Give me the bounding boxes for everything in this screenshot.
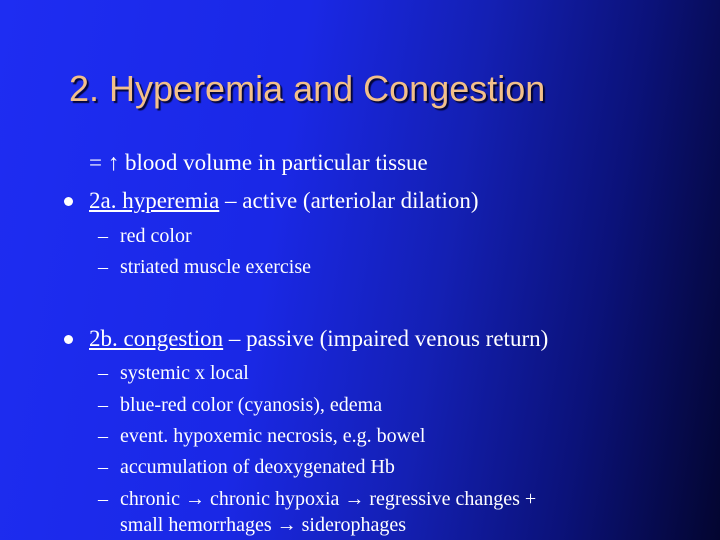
bullet-marker [64,197,73,206]
hyperemia-desc: – active (arteriolar dilation) [219,188,479,213]
congestion-term: 2b. congestion [89,326,224,351]
subitem-muscle-exercise: striated muscle exercise [120,256,312,278]
slide-title: 2. Hyperemia and Congestion [69,68,546,109]
subitem-deoxygenated-hb: accumulation of deoxygenated Hb [120,456,395,478]
dash-marker: – [98,362,108,384]
dash-marker: – [98,456,108,478]
dash-marker: – [98,225,108,247]
congestion-desc: – passive (impaired venous return) [223,326,549,351]
hyperemia-term: 2a. hyperemia [89,188,220,213]
bullet-hyperemia [89,188,479,214]
bullet-congestion [89,326,548,352]
dash-marker: – [98,425,108,447]
dash-marker: – [98,488,108,510]
subitem-necrosis: event. hypoxemic necrosis, e.g. bowel [120,425,426,447]
intro-line: = ↑ blood volume in particular tissue [89,150,428,175]
subitem-systemic-local: systemic x local [120,362,249,384]
subitem-siderophages: small hemorrhages → siderophages [120,514,407,536]
subitem-red-color: red color [120,225,192,247]
bullet-marker [64,335,73,344]
subitem-cyanosis: blue-red color (cyanosis), edema [120,394,383,416]
subitem-chronic-hypoxia: chronic → chronic hypoxia → regressive changes + [120,488,537,510]
dash-marker: – [98,394,108,416]
dash-marker: – [98,256,108,278]
